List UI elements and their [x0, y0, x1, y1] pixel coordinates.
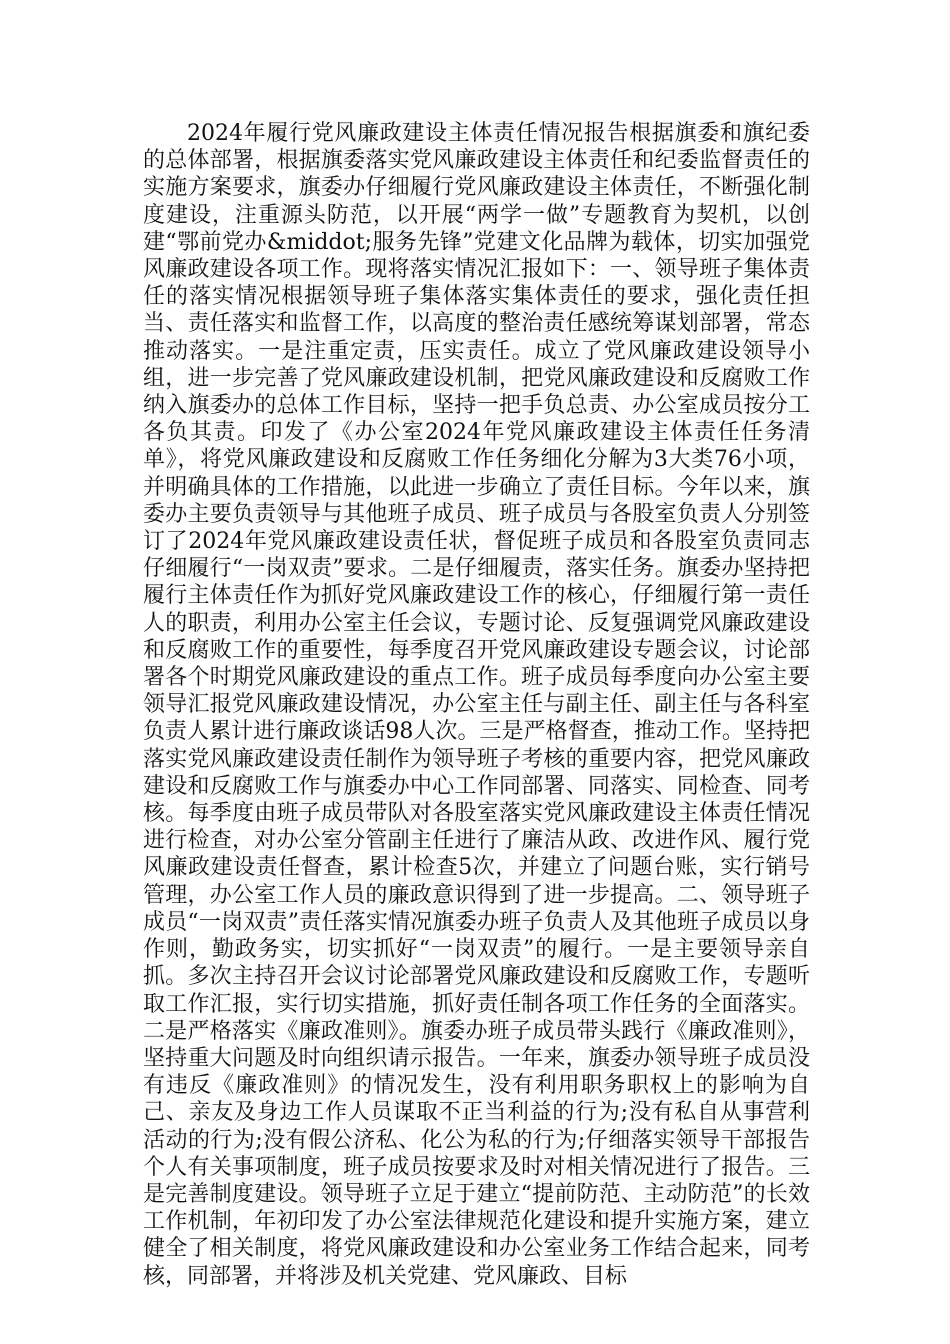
body-paragraph: 2024年履行党风廉政建设主体责任情况报告根据旗委和旗纪委的总体部署，根据旗委落实党风廉政建设主体责任和纪委监督责任的实施方案要求，旗委办仔细履行党风廉政建设主体责任，不断强化制度建设，注重源头防范，以开展“两学一做”专题教育为契机，以创建“鄂前党办&middot;服务先锋”党建文化品牌为载体，切实加强党风廉政建设各项工作。现将落实情况汇报如下：一、领导班子集体责任的落实情况根据领导班子集体落实集体责任的要求，强化责任担当、责任落实和监督工作，以高度的整治责任感统筹谋划部署，常态推动落实。一是注重定责，压实责任。成立了党风廉政建设领导小组，进一步完善了党风廉政建设机制，把党风廉政建设和反腐败工作纳入旗委办的总体工作目标，坚持一把手负总责、办公室成员按分工各负其责。印发了《办公室2024年党风廉政建设主体责任任务清单》，将党风廉政建设和反腐败工作任务细化分解为3大类76小项，并明确具体的工作措施，以此进一步确立了责任目标。今年以来，旗委办主要负责领导与其他班子成员、班子成员与各股室负责人分别签订了2024年党风廉政建设责任状，督促班子成员和各股室负责同志仔细履行“一岗双责”要求。二是仔细履责，落实任务。旗委办坚持把履行主体责任作为抓好党风廉政建设工作的核心，仔细履行第一责任人的职责，利用办公室主任会议，专题讨论、反复强调党风廉政建设和反腐败工作的重要性，每季度召开党风廉政建设专题会议，讨论部署各个时期党风廉政建设的重点工作。班子成员每季度向办公室主要领导汇报党风廉政建设情况，办公室主任与副主任、副主任与各科室负责人累计进行廉政谈话98人次。三是严格督查，推动工作。坚持把落实党风廉政建设责任制作为领导班子考核的重要内容，把党风廉政建设和反腐败工作与旗委办中心工作同部署、同落实、同检查、同考核。每季度由班子成员带队对各股室落实党风廉政建设主体责任情况进行检查，对办公室分管副主任进行了廉洁从政、改进作风、履行党风廉政建设责任督查，累计检查5次，并建立了问题台账，实行销号管理，办公室工作人员的廉政意识得到了进一步提高。二、领导班子成员“一岗双责”责任落实情况旗委办班子负责人及其他班子成员以身作则，勤政务实，切实抓好“一岗双责”的履行。一是主要领导亲自抓。多次主持召开会议讨论部署党风廉政建设和反腐败工作，专题听取工作汇报，实行切实措施，抓好责任制各项工作任务的全面落实。二是严格落实《廉政准则》。旗委办班子成员带头践行《廉政准则》，坚持重大问题及时向组织请示报告。一年来，旗委办领导班子成员没有违反《廉政准则》的情况发生，没有利用职务职权上的影响为自己、亲友及身边工作人员谋取不正当利益的行为;没有私自从事营利活动的行为;没有假公济私、化公为私的行为;仔细落实领导干部报告个人有关事项制度，班子成员按要求及时对相关情况进行了报告。三是完善制度建设。领导班子立足于建立“提前防范、主动防范”的长效工作机制，年初印发了办公室法律规范化建设和提升实施方案，建立健全了相关制度，将党风廉政建设和办公室业务工作结合起来，同考核，同部署，并将涉及机关党建、党风廉政、目标 — [143, 121, 810, 1289]
